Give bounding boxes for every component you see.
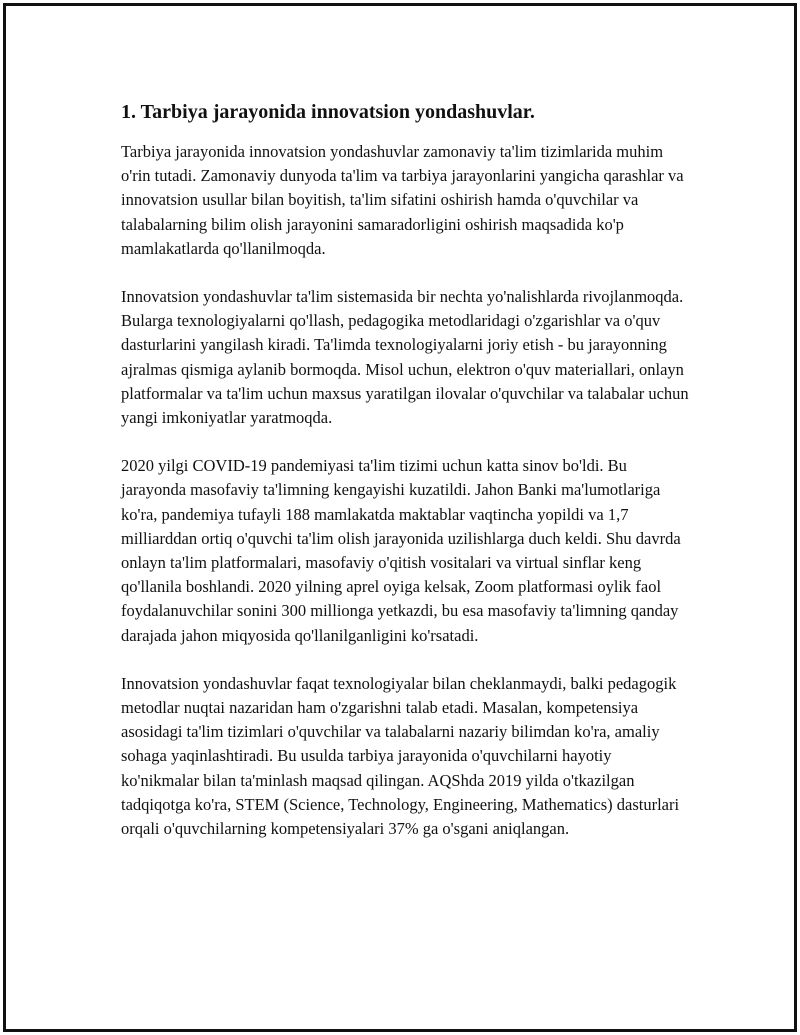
paragraph-1: Tarbiya jarayonida innovatsion yondashuvlar zamonaviy ta'lim tizimlarida muhim o'rin tutadi. Zamonaviy dunyoda ta'lim va tarbiya jarayonlarini yangicha qarashlar va innovatsion usullar bilan boyitish, ta'lim sifatini oshirish hamda o'quvchilar va talabalarning bilim olish jarayonini samaradorligini oshirish maqsadida ko'p mamlakatlarda qo'llanilmoqda. — [121, 142, 684, 258]
page-frame — [3, 3, 797, 1032]
paragraph-4: Innovatsion yondashuvlar faqat texnologiyalar bilan cheklanmaydi, balki pedagogik metodlar nuqtai nazaridan ham o'zgarishni talab etadi. Masalan, kompetensiya asosidagi ta'lim tizimlari o'quvchilar va talabalarni nazariy bilimdan ko'ra, amaliy sohaga yaqinlashtiradi. Bu usulda tarbiya jarayonida o'quvchilarni hayotiy ko'nikmalar bilan ta'minlash maqsad qilingan. AQShda 2019 yilda o'tkazilgan tadqiqotga ko'ra, STEM (Science, Technology, Engineering, Mathematics) dasturlari orqali o'quvchilarning kompetensiyalari 37% ga o'sgani aniqlangan. — [121, 673, 680, 839]
paragraph-3: 2020 yilgi COVID-19 pandemiyasi ta'lim tizimi uchun katta sinov bo'ldi. Bu jarayonda masofaviy ta'limning kengayishi kuzatildi. Jahon Banki ma'lumotlariga ko'ra, pandemiya tufayli 188 mamlakatda maktablar vaqtincha yopildi va 1,7 milliarddan ortiq o'quvchi ta'lim olish jarayonida uzilishlarga duch keldi. Shu davrda onlayn ta'lim platformalari, masofaviy o'qitish vositalari va virtual sinflar keng qo'llanila boshlandi. 2020 yilning aprel oyiga kelsak, Zoom platformasi oylik faol foydalanuvchilar sonini 300 millionga yetkazdi, bu esa masofaviy ta'limning qanday darajada jahon miqyosida qo'llanilganligini ko'rsatadi. — [121, 456, 681, 645]
paragraph-2: Innovatsion yondashuvlar ta'lim sistemasida bir nechta yo'nalishlarda rivojlanmoqda. Bularga texnologiyalarni qo'llash, pedagogika metodlaridagi o'zgarishlar va o'quv dasturlarini yangilash kiradi. Ta'limda texnologiyalarni joriy etish - bu jarayonning ajralmas qismiga aylanib bormoqda. Misol uchun, elektron o'quv materiallari, onlayn platformalar va ta'lim uchun maxsus yaratilgan ilovalar o'quvchilar va talabalar uchun yangi imkoniyatlar yaratmoqda. — [121, 287, 689, 428]
document-body — [121, 98, 693, 865]
section-heading: 1. Tarbiya jarayonida innovatsion yondashuvlar. — [121, 101, 535, 123]
